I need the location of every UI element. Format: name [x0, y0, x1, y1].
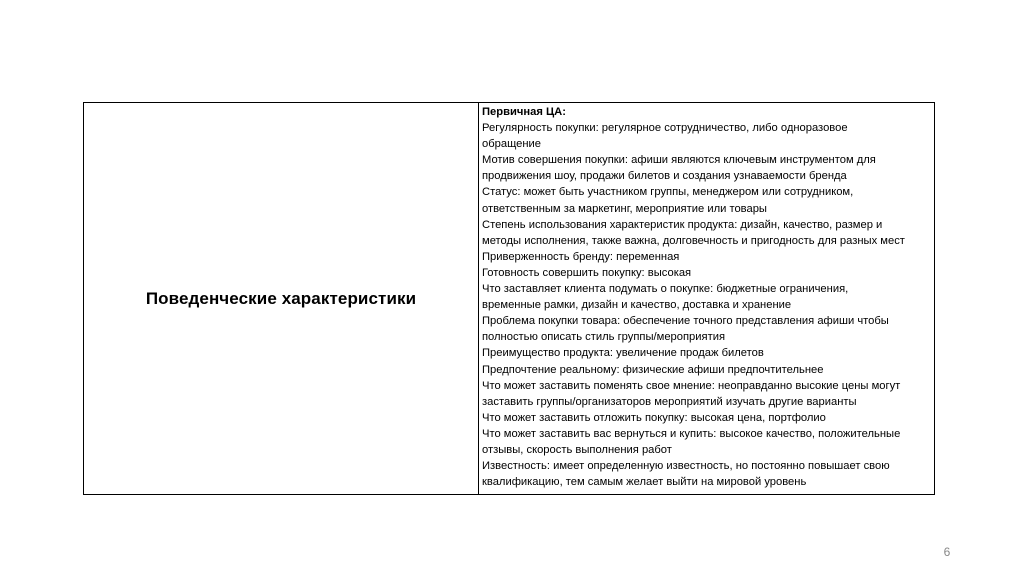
list-line: Преимущество продукта: увеличение продаж билетов: [482, 347, 764, 360]
list-line: Готовность совершить покупку: высокая: [482, 266, 692, 279]
list-line: Статус: может быть участником группы, менеджером или сотрудником,: [482, 186, 854, 199]
list-line: обращение: [482, 138, 542, 151]
list-line: Что заставляет клиента подумать о покупке: бюджетные ограничения,: [482, 283, 849, 296]
section-title: Поведенческие характеристики: [145, 288, 417, 308]
list-line: Что может заставить отложить покупку: высокая цена, портфолио: [482, 411, 826, 424]
list-line: отзывы, скорость выполнения работ: [482, 443, 672, 456]
characteristics-table: [83, 102, 935, 495]
list-line: временные рамки, дизайн и качество, доставка и хранение: [482, 299, 792, 312]
list-line: продвижения шоу, продажи билетов и создания узнаваемости бренда: [482, 170, 847, 183]
list-line: методы исполнения, также важна, долговечность и пригодность для разных мест: [482, 234, 905, 247]
table-left-cell: [84, 103, 479, 494]
list-line: Известность: имеет определенную известность, но постоянно повышает свою: [482, 460, 890, 473]
list-line: Предпочтение реальному: физические афиши предпочтительнее: [482, 363, 824, 376]
list-line: Что может заставить вас вернуться и купить: высокое качество, положительные: [482, 427, 901, 440]
list-line: Степень использования характеристик продукта: дизайн, качество, размер и: [482, 218, 883, 231]
list-line: Мотив совершения покупки: афиши являются ключевым инструментом для: [482, 154, 876, 167]
list-line: Приверженность бренду: переменная: [482, 250, 680, 263]
list-line: ответственным за маркетинг, мероприятие или товары: [482, 202, 767, 215]
list-line: квалификацию, тем самым желает выйти на мировой уровень: [482, 476, 807, 489]
list-line: заставить группы/организаторов мероприятий изучать другие варианты: [482, 395, 857, 408]
table-right-cell: [479, 103, 934, 494]
list-line: полностью описать стиль группы/мероприятия: [482, 331, 726, 344]
list-line: Проблема покупки товара: обеспечение точного представления афиши чтобы: [482, 315, 889, 328]
list-line: Что может заставить поменять свое мнение: неоправданно высокие цены могут: [482, 379, 901, 392]
page-number: 6: [943, 545, 951, 559]
characteristics-list: [482, 120, 931, 490]
audience-heading: Первичная ЦА:: [482, 106, 566, 118]
list-line: Регулярность покупки: регулярное сотрудничество, либо одноразовое: [482, 122, 848, 135]
